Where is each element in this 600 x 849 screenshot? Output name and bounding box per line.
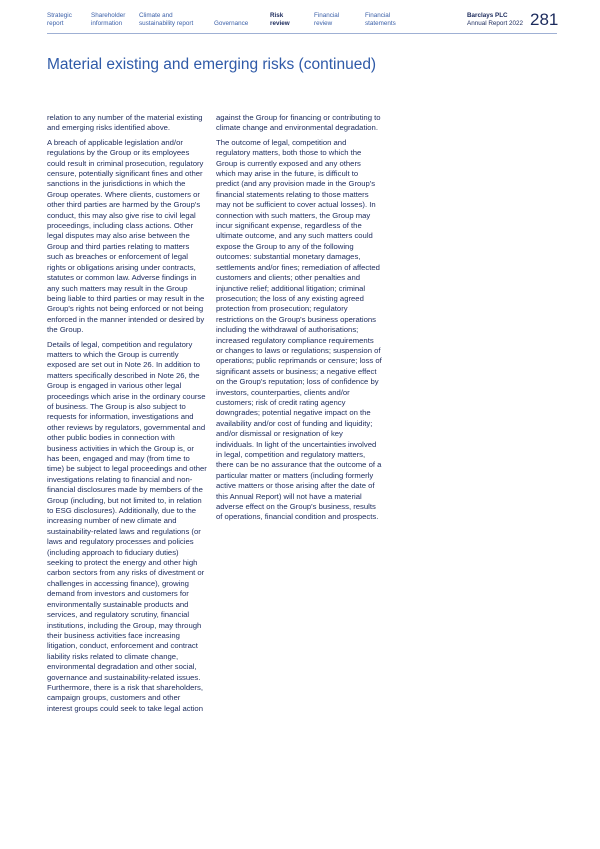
nav-label-line1: Financial (314, 12, 340, 19)
nav-label-line1 (214, 12, 248, 20)
nav-financial-statements[interactable] (365, 12, 396, 28)
nav-label-line2: information (91, 20, 123, 27)
nav-label-line2: review (270, 20, 290, 27)
nav-label-line1: Shareholder (91, 12, 126, 19)
nav-label-line2: statements (365, 20, 396, 27)
nav-label-line2: sustainability report (139, 20, 194, 27)
nav-financial-review[interactable] (314, 12, 339, 28)
paragraph: The outcome of legal, competition and regulatory matters, both those to which the Group is currently exposed and any others which may arise in the future, is difficult to predict (and any provision made in the Group's financial statements relating to those matters may not be sufficient to cover actual losses). In connection with such matters, the Group may incur significant expense, regardless of the ultimate outcome, and any such matters could expose the Group to any of the following outcomes: substantial monetary damages, settlements and/or fines; remediation of affected customers and clients; other penalties and injunctive relief; additional litigation; criminal prosecution; the loss of any existing agreed protection from prosecution; regulatory restrictions on the Group's business operations including the withdrawal of authorisations; increased regulatory compliance requirements or changes to laws or regulations; suspension of operations; public reprimands or censure; loss of significant assets or business; a negative effect on the Group's reputation; loss of confidence by investors, counterparties, clients and/or customers; risk of credit rating agency downgrades; potential negative impact on the availability and/or cost of funding and liquidity; and/or dismissal or resignation of key individuals. In light of the uncertainties involved in legal, competition and regulatory matters, there can be no assurance that the outcome of a particular matter or matters (including formerly active matters or those arising after the date of this Annual Report) will not have a material adverse effect on the Group's business, results of operations, financial condition and prospects. (216, 137, 382, 522)
nav-climate-sustainability-report[interactable] (139, 12, 193, 28)
nav-label-line1: Climate and (139, 12, 173, 19)
company-name: Barclays PLC (467, 12, 508, 19)
left-column (47, 113, 207, 718)
nav-label-line2: review (314, 20, 333, 27)
right-column (216, 113, 382, 527)
nav-governance[interactable] (214, 12, 248, 28)
nav-risk-review[interactable] (270, 12, 290, 28)
page-number: 281 (530, 10, 559, 29)
paragraph: A breach of applicable legislation and/or regulations by the Group or its employees could result in criminal prosecution, regulatory censure, potentially significant fines and other sanctions in the jurisdictions in which the Group operates. Where clients, customers or other third parties are harmed by the Group's conduct, this may also give rise to civil legal proceedings, including class actions. Other legal disputes may also arise between the Group and third parties relating to matters such as breaches or enforcement of legal rights or obligations arising under contracts, statutes or common law. Adverse findings in any such matters may result in the Group being liable to third parties or may result in the Group's rights not being enforced or not being enforced in the manner intended or desired by the Group. (47, 137, 205, 335)
nav-label-line2: report (47, 20, 64, 27)
paragraph: Details of legal, competition and regulatory matters to which the Group is currently exposed are set out in Note 26. In addition to matters specifically described in Note 26, the Group is engaged in various other legal proceedings which arise in the ordinary course of business. The Group is also subject to requests for information, investigations and other reviews by regulators, governmental and other public bodies in connection with business activities in which the Group is, or has been, engaged and may (from time to time) be subject to legal proceedings and other investigations relating to financial and non-financial disclosures made by members of the Group (including, but not limited to, in relation to ESG disclosures). Additionally, due to the increasing number of new climate and sustainability-related laws and regulations (or laws and regulatory processes and policies (including approach to fiduciary duties) seeking to protect the energy and other high carbon sectors from any risks of divestment or challenges in accessing finance), growing demand from investors and customers for environmentally sustainable products and services, and regulatory scrutiny, financial institutions, including the Group, may through their business activities face increasing litigation, conduct, enforcement and contract liability risks related to climate change, environmental degradation and other social, governance and sustainability-related issues. Furthermore, there is a risk that shareholders, campaign groups, customers and other interest groups could seek to take legal action (47, 339, 207, 713)
nav-shareholder-information[interactable] (91, 12, 125, 28)
paragraph: against the Group for financing or contributing to climate change and environmental degradation. (216, 113, 381, 133)
nav-strategic-report[interactable] (47, 12, 72, 28)
header-divider (47, 33, 557, 34)
report-name: Annual Report 2022 (467, 20, 524, 27)
nav-label-line1: Risk (270, 12, 284, 19)
nav-label-line1: Financial (365, 12, 391, 19)
nav-label-line2: Governance (214, 20, 249, 27)
page-title: Material existing and emerging risks (continued) (47, 56, 377, 74)
paragraph: relation to any number of the material existing and emerging risks identified above. (47, 113, 203, 133)
brand-block (467, 12, 523, 28)
nav-label-line1: Strategic (47, 12, 72, 19)
